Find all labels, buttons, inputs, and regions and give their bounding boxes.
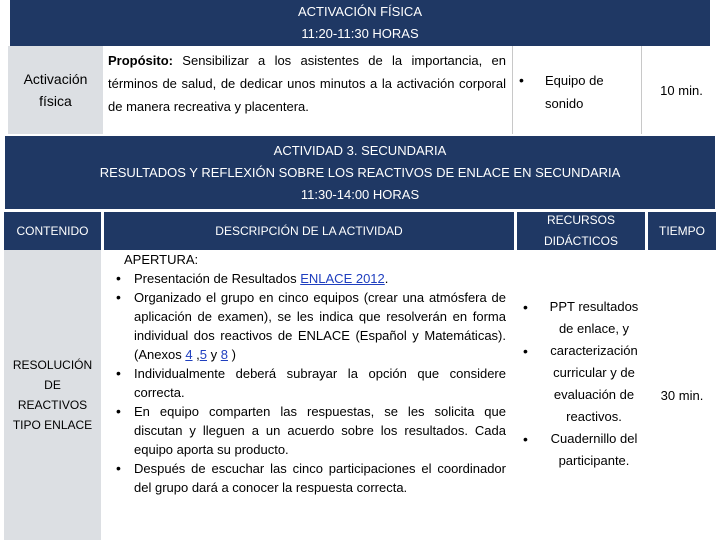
time-cell [648,250,716,540]
activation-label-line1: Activación [23,71,88,87]
annex-4-link[interactable]: 4 [185,347,193,362]
activity3-line2: RESULTADOS Y REFLEXIÓN SOBRE LOS REACTIVOS DE ENLACE EN SECUNDARIA [99,164,621,180]
activity3-header [5,136,715,209]
activation-label-cell [8,46,103,134]
description-item: • Después de escuchar las cinco participaciones el coordinador del grupo dará a conocer la respuesta correcta. [110,459,506,497]
annex-8-link[interactable]: 8 [220,347,228,362]
top-time: 11:20-11:30 HORAS [301,26,419,41]
activation-purpose-cell [108,48,506,132]
opening-label: APERTURA: [124,252,199,267]
activation-time: 10 min. [660,82,703,98]
activation-resource-cell [512,46,642,134]
purpose-text: Sensibilizar a los asistentes de la importancia, en términos de salud, de dedicar unos minutos a la activación corporal de manera recreativa y placentera. [108,53,506,114]
col-header-description: DESCRIPCIÓN DE LA ACTIVIDAD [104,212,514,250]
description-cell [104,250,514,540]
activation-time-cell [643,46,720,134]
top-title: ACTIVACIÓN FÍSICA [298,4,422,19]
resources-cell [517,250,647,540]
description-item: • En equipo comparten las respuestas, se les solicita que discutan y lleguen a un acuerdo sobre los resultados. Cada equipo aporta su producto. [110,402,506,459]
content-text: RESOLUCIÓN DE REACTIVOS TIPO ENLACE [12,358,93,432]
annex-5-link[interactable]: 5 [199,347,208,362]
description-list [104,269,506,497]
content-cell [4,250,101,540]
description-item: • Presentación de Resultados ENLACE 2012. [110,269,506,288]
col-header-resources: RECURSOS DIDÁCTICOS [517,212,645,250]
top-header [10,0,710,46]
activity3-line3: 11:30-14:00 HORAS [300,186,420,202]
purpose-label: Propósito: [108,53,173,68]
activation-label-line2: física [39,93,72,109]
description-item: • Individualmente deberá subrayar la opción que considere correcta. [110,364,506,402]
activity-time: 30 min. [660,387,704,403]
activation-resource-item: • Equipo de sonido [513,69,641,115]
activity3-line1: ACTIVIDAD 3. SECUNDARIA [273,142,447,158]
resource-item: • PPT resultados de enlace, y [517,296,647,340]
resource-item: • Cuadernillo del participante. [517,428,647,472]
enlace-2012-link[interactable]: ENLACE 2012 [300,271,385,286]
col-header-time: TIEMPO [648,212,716,250]
col-header-content: CONTENIDO [4,212,101,250]
description-item: • Organizado el grupo en cinco equipos (crear una atmósfera de aplicación de examen), se les indica que resolverán en forma individual dos reactivos de ENLACE (Español y Matemáticas). (Anexos 4 ,5 y 8 ) [110,288,506,364]
resource-item: • caracterización curricular y de evaluación de reactivos. [517,340,647,428]
